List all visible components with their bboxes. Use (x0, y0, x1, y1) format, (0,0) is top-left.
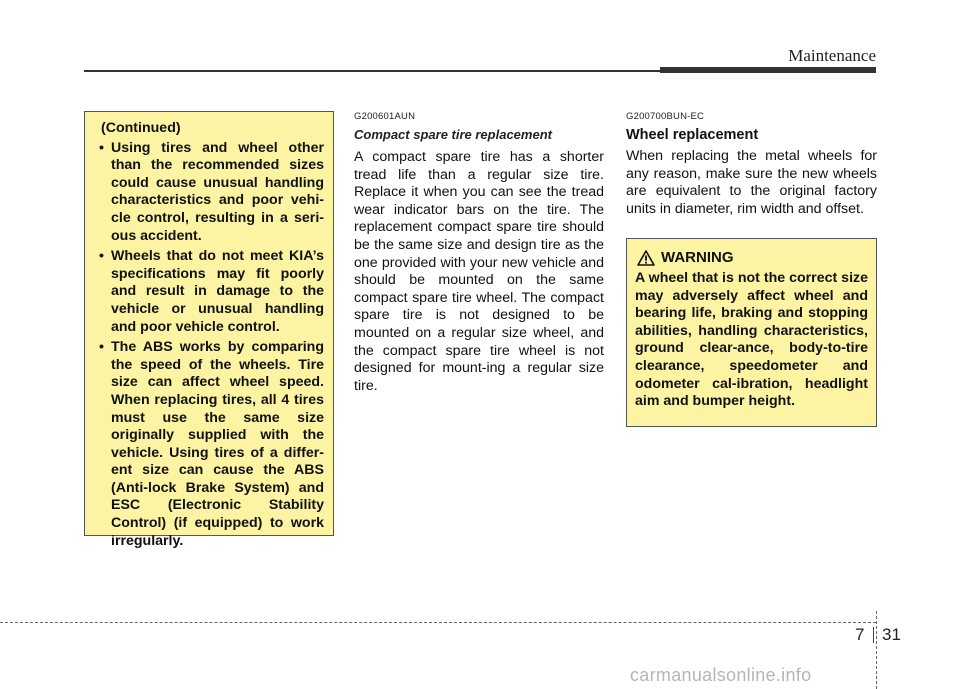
watermark: carmanualsonline.info (630, 665, 812, 685)
warning-title: WARNING (661, 249, 734, 266)
wheel-replacement-section (626, 111, 877, 218)
header-rule (84, 70, 660, 72)
section-heading: Wheel replacement (626, 127, 759, 143)
warning-header (635, 249, 868, 266)
compact-spare-section (354, 111, 604, 395)
warning-triangle-icon (637, 250, 655, 266)
bullet-item: • Wheels that do not meet KIA’s specifications may fit poorly and result in damage to the vehicle or unusual handling and poor vehicle control. (95, 248, 324, 336)
footer-crop-mark (876, 611, 877, 689)
continued-caution-box (84, 111, 334, 549)
chapter-number: 7 (855, 625, 865, 644)
bullet-item: • The ABS works by comparing the speed of the wheels. Tire size can affect wheel speed. When replacing tires, all 4 tires must use the same size originally supplied with the vehicle. Using tires of a differ-ent size can cause the ABS (Anti-lock Brake System) and ESC (Electronic Stability Control) (if equipped) to work irregularly. (95, 339, 324, 550)
section-heading: Compact spare tire replacement (354, 127, 552, 142)
section-body: When replacing the metal wheels for any reason, make sure the new wheels are equivalent to the original factory units in diameter, rim width and offset. (626, 148, 877, 217)
caution-bullet-list (95, 140, 324, 551)
page-number-divider (873, 627, 874, 643)
section-code: G200700BUN-EC (626, 111, 705, 122)
footer-rule (0, 622, 876, 623)
warning-text: A wheel that is not the correct size may adversely affect wheel and bearing life, braking and stopping abilities, handling characteristics, ground clear-ance, body-to-tire clearance, speedometer and odometer cal-ibration, headlight aim and bumper height. (635, 270, 868, 410)
warning-box (626, 238, 877, 427)
section-title: Maintenance (788, 46, 876, 65)
section-code: G200601AUN (354, 111, 416, 122)
continued-label: (Continued) (101, 120, 181, 136)
header-rule-accent (660, 67, 876, 73)
bullet-item: • Using tires and wheel other than the recommended sizes could cause unusual handling characteristics and poor vehi-cle control, resulting in a seri-ous accident. (95, 140, 324, 246)
page-number: 31 (882, 625, 901, 644)
section-body: A compact spare tire has a shorter tread life than a regular size tire. Replace it when you can see the tread wear indicator bars on the tire. The replacement compact spare tire should be the same size and design tire as the one provided with your new vehicle and should be mounted on the same compact spare tire wheel. The compact spare tire is not designed to be mounted on a regular size wheel, and the compact spare tire wheel is not designed for mount-ing a regular size tire. (354, 149, 604, 394)
